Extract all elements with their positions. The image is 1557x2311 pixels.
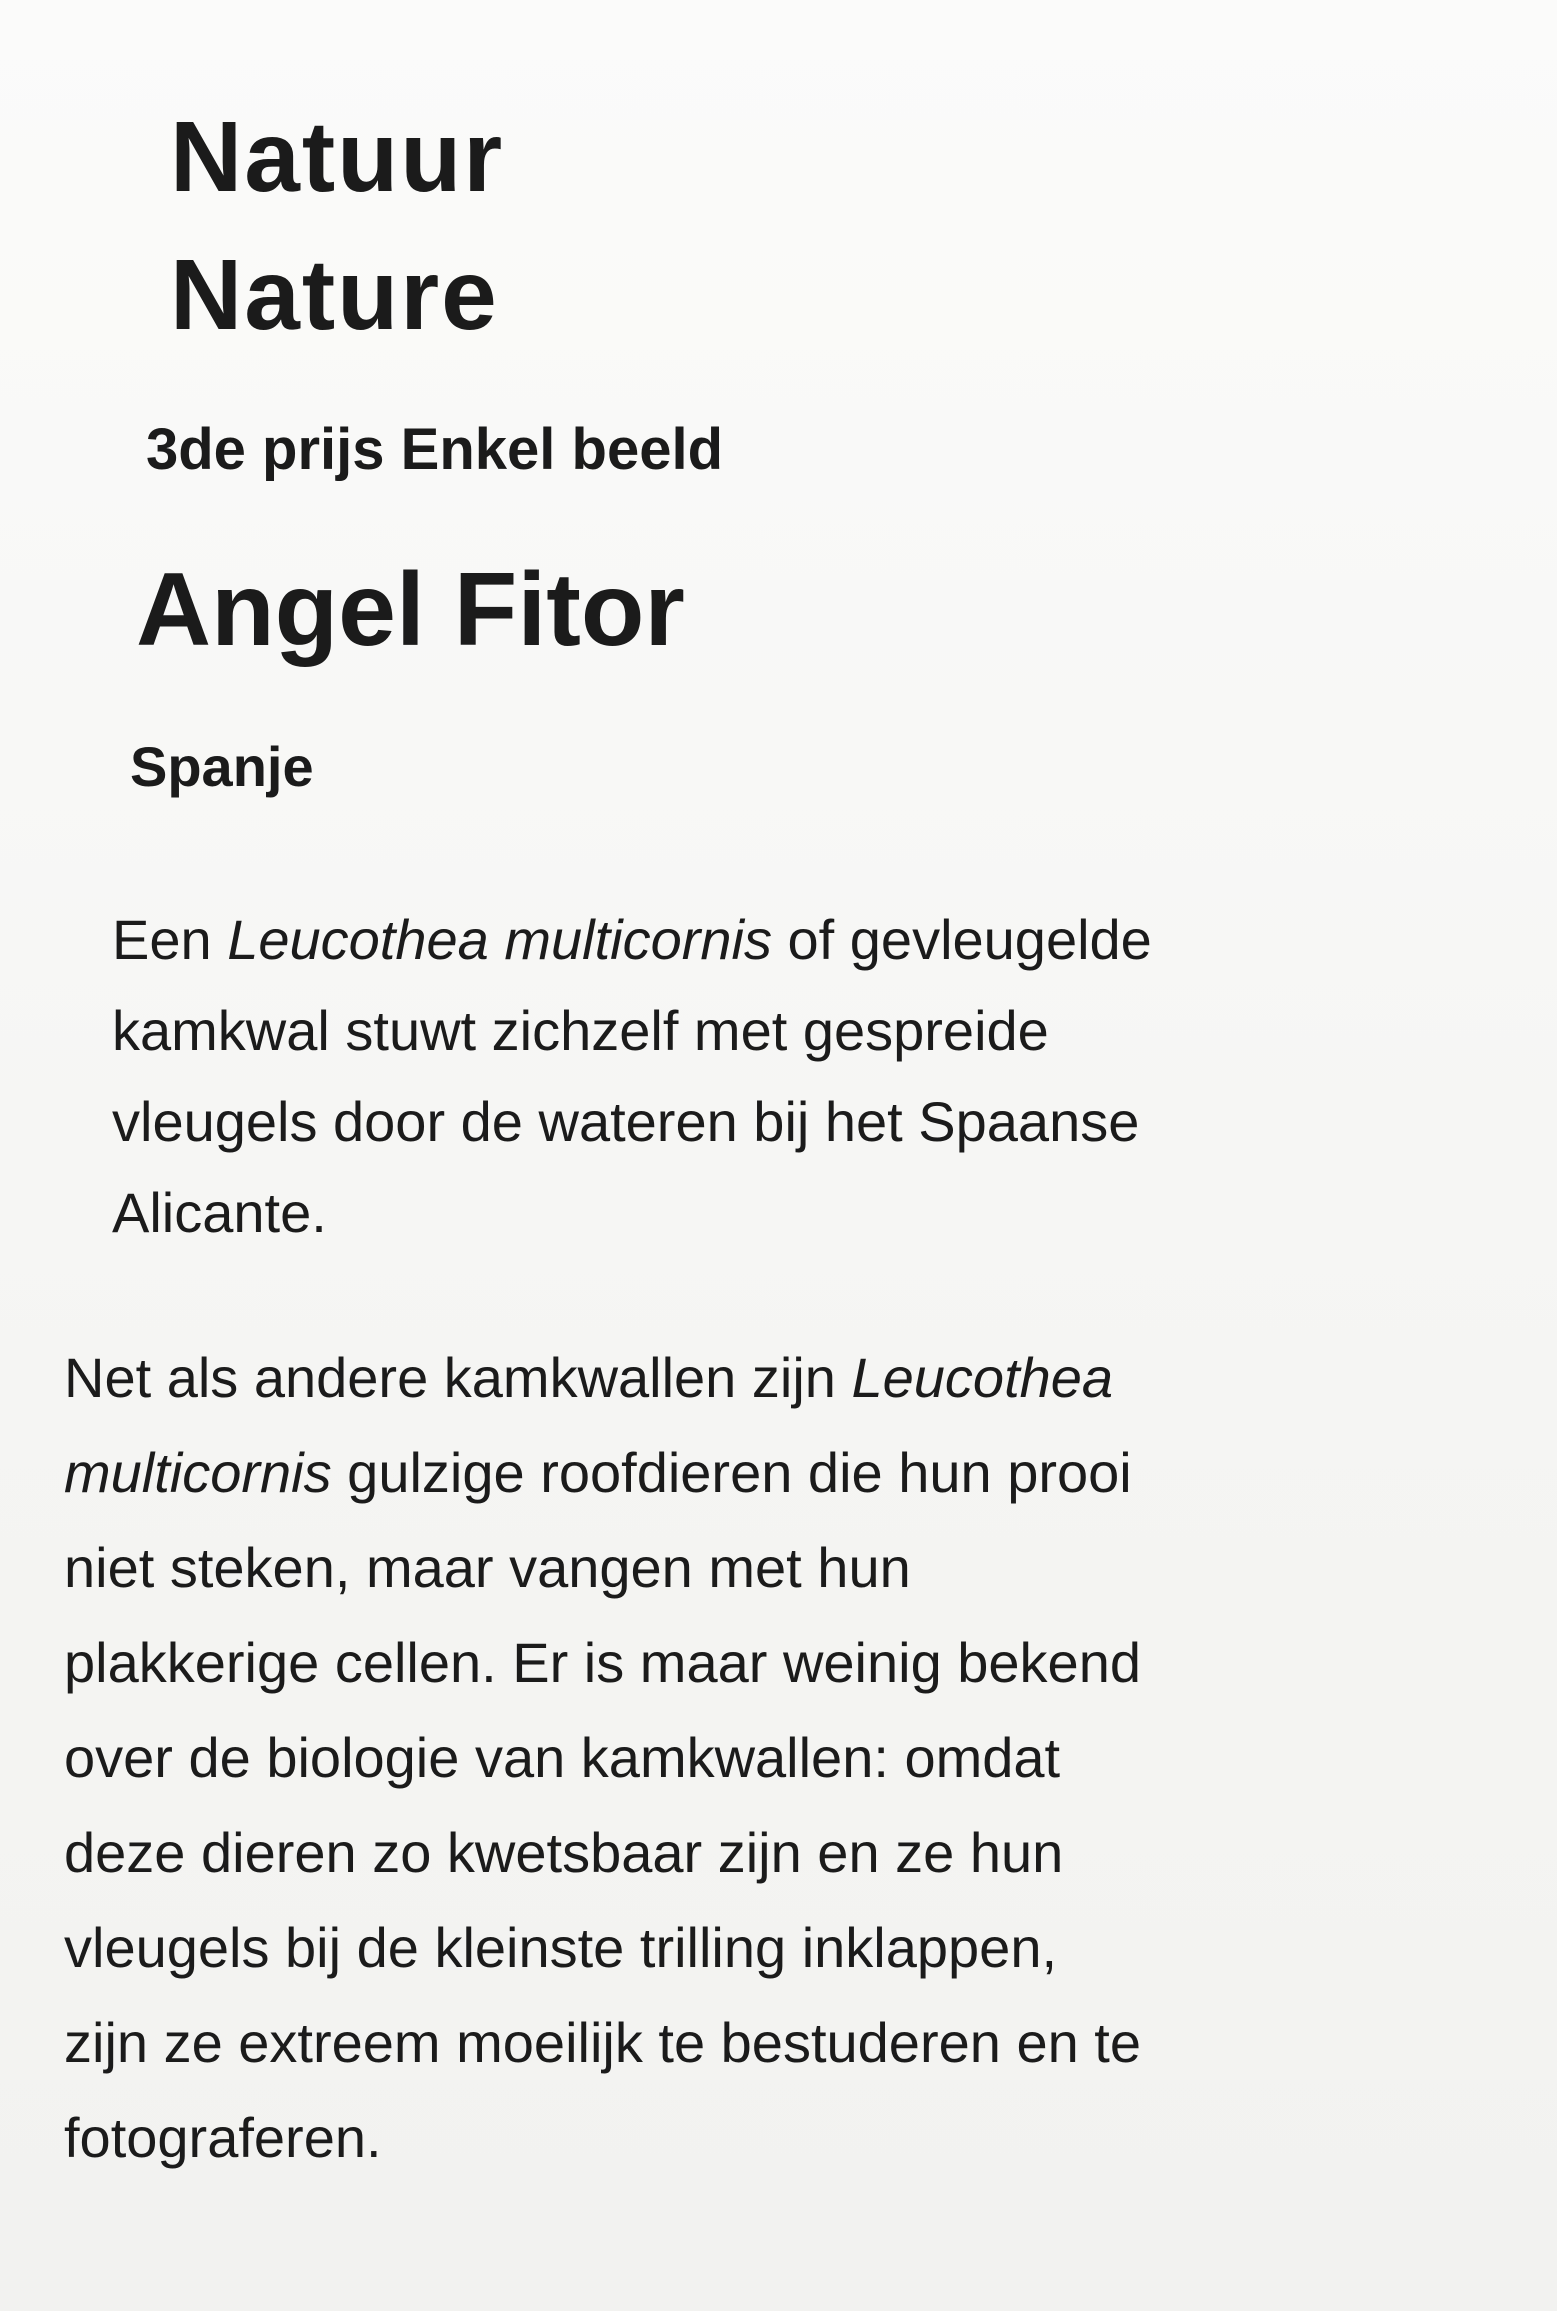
prize-label: 3de prijs Enkel beeld <box>146 417 723 482</box>
text-line <box>64 1330 1534 1425</box>
text-segment: gulzige roofdieren die hun prooi <box>331 1441 1132 1504</box>
text-line <box>112 894 1552 985</box>
description-paragraph-1 <box>112 894 1552 1258</box>
photographer-name: Angel Fitor <box>136 552 685 668</box>
category-english: Nature <box>170 239 499 351</box>
text-line <box>64 1425 1534 1520</box>
description-paragraph-2 <box>64 1330 1534 2185</box>
text-line: Alicante. <box>112 1181 327 1244</box>
text-line: niet steken, maar vangen met hun <box>64 1536 911 1599</box>
text-line: fotograferen. <box>64 2106 382 2169</box>
text-segment: of gevleugelde <box>771 908 1152 971</box>
text-segment: Een <box>112 908 228 971</box>
text-segment: Net als andere kamkwallen zijn <box>64 1346 852 1409</box>
text-line: vleugels door de wateren bij het Spaanse <box>112 1090 1140 1153</box>
text-line: kamkwal stuwt zichzelf met gespreide <box>112 999 1049 1062</box>
text-line: deze dieren zo kwetsbaar zijn en ze hun <box>64 1821 1064 1884</box>
category-dutch: Natuur <box>170 101 505 213</box>
category-heading <box>170 88 504 364</box>
text-line: plakkerige cellen. Er is maar weinig bekend <box>64 1631 1141 1694</box>
text-line: vleugels bij de kleinste trilling inklappen, <box>64 1916 1058 1979</box>
country-label: Spanje <box>130 735 314 798</box>
species-name: Leucothea <box>851 1346 1114 1409</box>
species-name: Leucothea multicornis <box>227 908 772 971</box>
text-line: over de biologie van kamkwallen: omdat <box>64 1726 1061 1789</box>
text-line: zijn ze extreem moeilijk te bestuderen en te <box>64 2011 1141 2074</box>
species-name: multicornis <box>64 1441 332 1504</box>
